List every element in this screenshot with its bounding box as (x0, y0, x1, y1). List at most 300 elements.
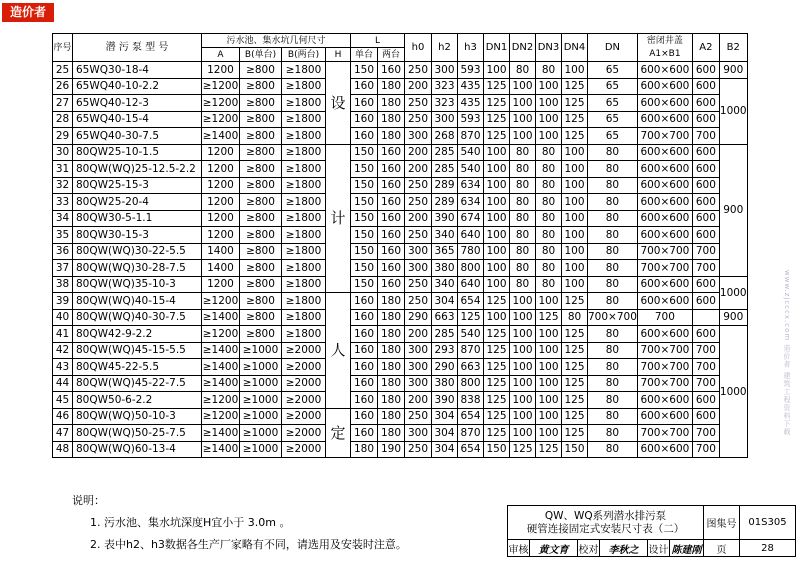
cell-h3: 870 (458, 425, 484, 442)
cell-h0: 250 (405, 276, 432, 293)
cell-B-double: ≥1800 (282, 194, 326, 211)
cell-h0: 300 (405, 260, 432, 277)
cell-model: 80QW25-10-1.5 (73, 144, 202, 161)
cell-L-double: 180 (378, 95, 405, 112)
cell-dn1: 100 (484, 62, 510, 79)
cell-a2: 700 (692, 441, 719, 458)
cell-a2: 600 (692, 177, 719, 194)
table-row (53, 177, 748, 194)
cell-cover: 600×600 (637, 293, 692, 310)
cell-no: 25 (53, 62, 73, 79)
cell-model: 80QW(WQ)30-22-5.5 (73, 243, 202, 260)
cell-L-double: 160 (378, 260, 405, 277)
cell-A: ≥1400 (202, 375, 240, 392)
cell-B-double: ≥1800 (282, 309, 326, 326)
cell-B-double: ≥1800 (282, 326, 326, 343)
cell-B-double: ≥1800 (282, 276, 326, 293)
cell-dn3: 100 (536, 408, 562, 425)
cell-cover: 700×700 (637, 260, 692, 277)
cell-B-double: ≥2000 (282, 375, 326, 392)
cell-L-double: 190 (378, 441, 405, 458)
cell-dn4: 125 (562, 78, 588, 95)
cell-h2: 340 (432, 227, 458, 244)
cell-dn2: 80 (510, 194, 536, 211)
cell-h3: 640 (458, 227, 484, 244)
cell-dn: 80 (588, 342, 638, 359)
cell-dn1: 100 (484, 210, 510, 227)
cell-cover: 700×700 (637, 342, 692, 359)
cell-dn1: 125 (484, 392, 510, 409)
cell-dn3: 80 (536, 194, 562, 211)
cell-a2: 600 (692, 144, 719, 161)
cell-L-double: 180 (378, 425, 405, 442)
cell-dn4: 125 (562, 111, 588, 128)
cell-dn4: 100 (562, 161, 588, 178)
cell-A: ≥1400 (202, 425, 240, 442)
cell-L-double: 180 (378, 375, 405, 392)
cell-B-double: ≥1800 (282, 243, 326, 260)
cell-h2: 323 (432, 78, 458, 95)
cell-L-double: 180 (378, 78, 405, 95)
cell-h0: 250 (405, 111, 432, 128)
design-label: 设计 (648, 540, 670, 557)
cell-h0: 200 (405, 144, 432, 161)
col-header-dn2: DN2 (510, 34, 536, 62)
cell-B-double: ≥2000 (282, 359, 326, 376)
cell-no: 36 (53, 243, 73, 260)
cell-B-single: ≥1000 (240, 342, 282, 359)
cell-dn2: 100 (510, 293, 536, 310)
cell-h2: 390 (432, 392, 458, 409)
drawing-title-line-2: 硬管连接固定式安装尺寸表（二） (526, 522, 685, 535)
cell-L-double: 160 (378, 210, 405, 227)
cell-B2: 1000 (719, 326, 747, 458)
cell-B-double: ≥1800 (282, 161, 326, 178)
cell-cover: 700×700 (637, 375, 692, 392)
cell-B-double: ≥1800 (282, 293, 326, 310)
cell-h3: 663 (458, 359, 484, 376)
cell-dn4: 125 (562, 375, 588, 392)
cell-dn1: 125 (484, 359, 510, 376)
cell-dn1: 125 (484, 326, 510, 343)
cell-dn: 80 (588, 260, 638, 277)
cell-L-single: 160 (351, 95, 378, 112)
cell-L-single: 160 (351, 293, 378, 310)
cell-L-single: 160 (351, 111, 378, 128)
cell-dn3: 100 (536, 326, 562, 343)
cell-dn1: 100 (484, 276, 510, 293)
cell-dn4: 125 (562, 392, 588, 409)
cell-dn4: 125 (562, 342, 588, 359)
cell-L-double: 180 (378, 309, 405, 326)
col-header-A: A (202, 48, 240, 62)
cell-dn2: 100 (510, 309, 536, 326)
cell-cover: 700 (637, 309, 692, 326)
cell-h0: 250 (405, 441, 432, 458)
cell-dn4: 100 (562, 276, 588, 293)
cell-dn3: 80 (536, 161, 562, 178)
cell-a2: 700 (692, 128, 719, 145)
cell-h2: 340 (432, 276, 458, 293)
dimension-table (52, 33, 748, 458)
cell-no: 29 (53, 128, 73, 145)
col-header-dn4: DN4 (562, 34, 588, 62)
title-block (507, 505, 796, 557)
cell-B2: 1000 (719, 276, 747, 309)
col-header-L-single: 单台 (351, 48, 378, 62)
cell-dn2: 100 (510, 95, 536, 112)
cell-A: ≥1400 (202, 359, 240, 376)
table-row (53, 227, 748, 244)
cell-dn4: 125 (562, 326, 588, 343)
cell-a2: 600 (692, 210, 719, 227)
col-header-h2: h2 (432, 34, 458, 62)
cell-B-double: ≥1800 (282, 177, 326, 194)
cell-model: 80QW(WQ)40-30-7.5 (73, 309, 202, 326)
cell-B-single: ≥1000 (240, 408, 282, 425)
col-header-cover (637, 34, 692, 62)
cell-A: 1400 (202, 260, 240, 277)
cell-model: 65WQ40-30-7.5 (73, 128, 202, 145)
cell-no: 48 (53, 441, 73, 458)
cell-dn4: 125 (562, 128, 588, 145)
cell-B-single: ≥800 (240, 62, 282, 79)
cell-dn2: 80 (510, 243, 536, 260)
cell-a2: 600 (692, 62, 719, 79)
cell-a2: 600 (692, 194, 719, 211)
table-row (53, 243, 748, 260)
table-row (53, 161, 748, 178)
cell-dn3: 125 (536, 309, 562, 326)
cell-A: ≥1400 (202, 309, 240, 326)
page-label: 页 (704, 540, 740, 557)
cell-h3: 540 (458, 326, 484, 343)
cell-no: 38 (53, 276, 73, 293)
cell-L-single: 150 (351, 161, 378, 178)
cell-L-single: 160 (351, 359, 378, 376)
cell-dn2: 80 (510, 227, 536, 244)
cell-dn4: 150 (562, 441, 588, 458)
table-row (53, 293, 748, 310)
cell-model: 80QW30-5-1.1 (73, 210, 202, 227)
table-row (53, 425, 748, 442)
cell-h2: 304 (432, 425, 458, 442)
cell-dn4: 100 (562, 243, 588, 260)
cell-L-single: 150 (351, 276, 378, 293)
cell-h0: 250 (405, 62, 432, 79)
table-row (53, 260, 748, 277)
table-row (53, 62, 748, 79)
cell-h2: 304 (432, 441, 458, 458)
cell-dn3: 100 (536, 78, 562, 95)
cell-dn: 80 (588, 210, 638, 227)
table-row (53, 359, 748, 376)
cell-a2: 600 (692, 111, 719, 128)
cell-B-single: ≥800 (240, 243, 282, 260)
cell-h2: 293 (432, 342, 458, 359)
cell-dn3: 100 (536, 128, 562, 145)
cell-A: ≥1200 (202, 111, 240, 128)
cell-h0: 250 (405, 177, 432, 194)
cell-a2: 700 (692, 359, 719, 376)
cell-h2: 380 (432, 260, 458, 277)
cell-dn2: 100 (510, 392, 536, 409)
cell-B-double: ≥2000 (282, 408, 326, 425)
cell-a2: 600 (692, 408, 719, 425)
cell-a2: 600 (692, 293, 719, 310)
cell-no: 44 (53, 375, 73, 392)
cell-dn2: 100 (510, 78, 536, 95)
cell-dn3: 100 (536, 111, 562, 128)
cell-a2: 700 (692, 243, 719, 260)
cell-model: 65WQ40-10-2.2 (73, 78, 202, 95)
table-row (53, 95, 748, 112)
cell-A: 1400 (202, 243, 240, 260)
cell-h3: 654 (458, 441, 484, 458)
cell-model: 80QW50-6-2.2 (73, 392, 202, 409)
cell-B-single: ≥1000 (240, 425, 282, 442)
table-row (53, 408, 748, 425)
cell-dn2: 100 (510, 326, 536, 343)
cell-dn3: 100 (536, 342, 562, 359)
cell-h3: 838 (458, 392, 484, 409)
cell-dn4: 80 (562, 309, 588, 326)
cell-a2: 600 (692, 326, 719, 343)
cell-B-single: ≥800 (240, 177, 282, 194)
cell-H-label: 计 (326, 144, 351, 293)
cell-L-double: 160 (378, 177, 405, 194)
cell-H-label: 设 (326, 62, 351, 145)
cell-B2: 900 (719, 309, 747, 326)
cell-L-single: 160 (351, 342, 378, 359)
cell-h0: 300 (405, 375, 432, 392)
cell-dn1: 125 (484, 111, 510, 128)
cell-h0: 250 (405, 293, 432, 310)
cell-L-double: 160 (378, 276, 405, 293)
cell-dn3: 80 (536, 177, 562, 194)
cell-L-double: 160 (378, 62, 405, 79)
cell-dn1: 100 (484, 161, 510, 178)
cell-no: 26 (53, 78, 73, 95)
table-row (53, 111, 748, 128)
cell-L-single: 150 (351, 210, 378, 227)
cell-cover: 700×700 (637, 425, 692, 442)
cell-A: ≥1200 (202, 293, 240, 310)
cell-no: 30 (53, 144, 73, 161)
col-header-no: 序号 (53, 34, 73, 62)
cell-h2: 289 (432, 194, 458, 211)
cell-dn4: 125 (562, 293, 588, 310)
cell-no: 27 (53, 95, 73, 112)
cell-B-single: ≥800 (240, 161, 282, 178)
cell-dn: 80 (588, 375, 638, 392)
cell-B-double: ≥2000 (282, 441, 326, 458)
cover-dims: A1×B1 (649, 48, 681, 59)
side-watermark: www.zjcccx.com 造价者 建筑工程资料下载 (783, 270, 791, 436)
cell-no: 45 (53, 392, 73, 409)
cell-dn3: 100 (536, 425, 562, 442)
cell-h2: 323 (432, 95, 458, 112)
cell-h2: 390 (432, 210, 458, 227)
cell-dn1: 125 (484, 293, 510, 310)
cell-model: 65WQ40-12-3 (73, 95, 202, 112)
cell-h0: 300 (405, 359, 432, 376)
cell-dn1: 100 (484, 194, 510, 211)
cell-L-double: 160 (378, 243, 405, 260)
table-row (53, 128, 748, 145)
cell-dn1: 100 (484, 227, 510, 244)
cell-model: 80QW25-20-4 (73, 194, 202, 211)
cell-h0: 250 (405, 95, 432, 112)
cell-dn2: 80 (510, 260, 536, 277)
cell-a2: 600 (692, 78, 719, 95)
cell-h3: 634 (458, 194, 484, 211)
cell-h2: 365 (432, 243, 458, 260)
cell-B-single: ≥800 (240, 111, 282, 128)
table-row (53, 441, 748, 458)
cell-cover: 600×600 (637, 111, 692, 128)
cell-dn4: 100 (562, 227, 588, 244)
cell-no: 40 (53, 309, 73, 326)
cell-A: 1200 (202, 161, 240, 178)
cell-h0: 250 (405, 194, 432, 211)
cell-model: 80QW(WQ)45-22-7.5 (73, 375, 202, 392)
table-row (53, 326, 748, 343)
cell-A: ≥1200 (202, 78, 240, 95)
cell-no: 32 (53, 177, 73, 194)
col-header-B-single: B(单台) (240, 48, 282, 62)
cell-model: 80QW(WQ)30-28-7.5 (73, 260, 202, 277)
review-signature: 黄文育 (530, 540, 578, 557)
cell-dn3: 100 (536, 375, 562, 392)
cell-dn4: 125 (562, 425, 588, 442)
cell-cover: 600×600 (637, 62, 692, 79)
cell-no: 34 (53, 210, 73, 227)
table-row (53, 144, 748, 161)
cell-dn3: 125 (536, 441, 562, 458)
cell-L-double: 180 (378, 392, 405, 409)
cell-cover: 600×600 (637, 227, 692, 244)
cell-no: 33 (53, 194, 73, 211)
cell-h3: 654 (458, 408, 484, 425)
cell-cover: 600×600 (637, 161, 692, 178)
cell-dn3: 80 (536, 210, 562, 227)
cell-B-single: ≥800 (240, 293, 282, 310)
cell-B-double: ≥2000 (282, 342, 326, 359)
cell-h0: 300 (405, 243, 432, 260)
notes-title: 说明： (72, 494, 105, 507)
cell-B-single: ≥800 (240, 144, 282, 161)
cell-h0: 200 (405, 210, 432, 227)
cell-dn2: 80 (510, 62, 536, 79)
table-row (53, 392, 748, 409)
cell-dn4: 100 (562, 177, 588, 194)
cell-no: 46 (53, 408, 73, 425)
col-header-a2: A2 (692, 34, 719, 62)
check-signature: 李秋之 (600, 540, 648, 557)
cell-dn1: 100 (484, 177, 510, 194)
cell-cover: 600×600 (637, 194, 692, 211)
col-header-H: H (326, 48, 351, 62)
cell-B-double: ≥1800 (282, 62, 326, 79)
site-stamp: 造价者 (2, 3, 54, 22)
design-signature: 陈建刚 (670, 540, 704, 557)
cell-B2: 1000 (719, 78, 747, 144)
cell-model: 80QW(WQ)35-10-3 (73, 276, 202, 293)
cell-B-single: ≥800 (240, 260, 282, 277)
cell-cover: 700×700 (637, 359, 692, 376)
cell-dn: 80 (588, 161, 638, 178)
cell-h3: 540 (458, 161, 484, 178)
cell-dn: 65 (588, 128, 638, 145)
cell-L-single: 160 (351, 408, 378, 425)
drawing-title-line-1: QW、WQ系列潜水排污泵 (544, 509, 667, 522)
cell-A: 1200 (202, 144, 240, 161)
cell-dn3: 100 (536, 95, 562, 112)
cell-L-single: 160 (351, 392, 378, 409)
cell-model: 80QW(WQ)25-12.5-2.2 (73, 161, 202, 178)
col-header-dn: DN (588, 34, 638, 62)
table-row (53, 78, 748, 95)
cell-h3: 435 (458, 78, 484, 95)
cell-B-single: ≥1000 (240, 375, 282, 392)
cell-L-double: 180 (378, 128, 405, 145)
cell-dn: 700×700 (588, 309, 638, 326)
cell-B-single: ≥800 (240, 78, 282, 95)
cell-model: 80QW(WQ)45-15-5.5 (73, 342, 202, 359)
cell-model: 80QW45-22-5.5 (73, 359, 202, 376)
cell-dn4: 125 (562, 359, 588, 376)
cell-h3: 634 (458, 177, 484, 194)
cell-dn2: 80 (510, 177, 536, 194)
cell-B-double: ≥1800 (282, 210, 326, 227)
cell-dn1: 125 (484, 375, 510, 392)
cell-dn3: 100 (536, 359, 562, 376)
cell-A: ≥1200 (202, 408, 240, 425)
cell-L-single: 160 (351, 78, 378, 95)
cell-A: ≥1200 (202, 95, 240, 112)
cell-L-double: 160 (378, 194, 405, 211)
cell-dn: 80 (588, 293, 638, 310)
cell-no: 37 (53, 260, 73, 277)
cell-dn: 80 (588, 425, 638, 442)
cell-B-single: ≥1000 (240, 392, 282, 409)
cell-h0: 300 (405, 342, 432, 359)
cell-cover: 600×600 (637, 177, 692, 194)
cell-B2: 900 (719, 144, 747, 276)
table-header-row (53, 34, 748, 48)
cell-B2: 900 (719, 62, 747, 79)
cell-B-single: ≥1000 (240, 359, 282, 376)
cell-model: 80QW25-15-3 (73, 177, 202, 194)
cell-cover: 600×600 (637, 392, 692, 409)
cell-dn4: 100 (562, 144, 588, 161)
cell-a2: 600 (692, 276, 719, 293)
cell-model: 80QW(WQ)40-15-4 (73, 293, 202, 310)
cell-dn4: 100 (562, 194, 588, 211)
cell-L-single: 160 (351, 326, 378, 343)
cell-model: 80QW(WQ)50-10-3 (73, 408, 202, 425)
cell-no: 41 (53, 326, 73, 343)
cell-dn2: 100 (510, 408, 536, 425)
cell-A: ≥1200 (202, 326, 240, 343)
drawing-title (508, 506, 704, 540)
cell-dn3: 80 (536, 144, 562, 161)
cell-dn1: 125 (484, 342, 510, 359)
cell-model: 80QW30-15-3 (73, 227, 202, 244)
cell-A: ≥1400 (202, 441, 240, 458)
cell-a2: 600 (692, 227, 719, 244)
